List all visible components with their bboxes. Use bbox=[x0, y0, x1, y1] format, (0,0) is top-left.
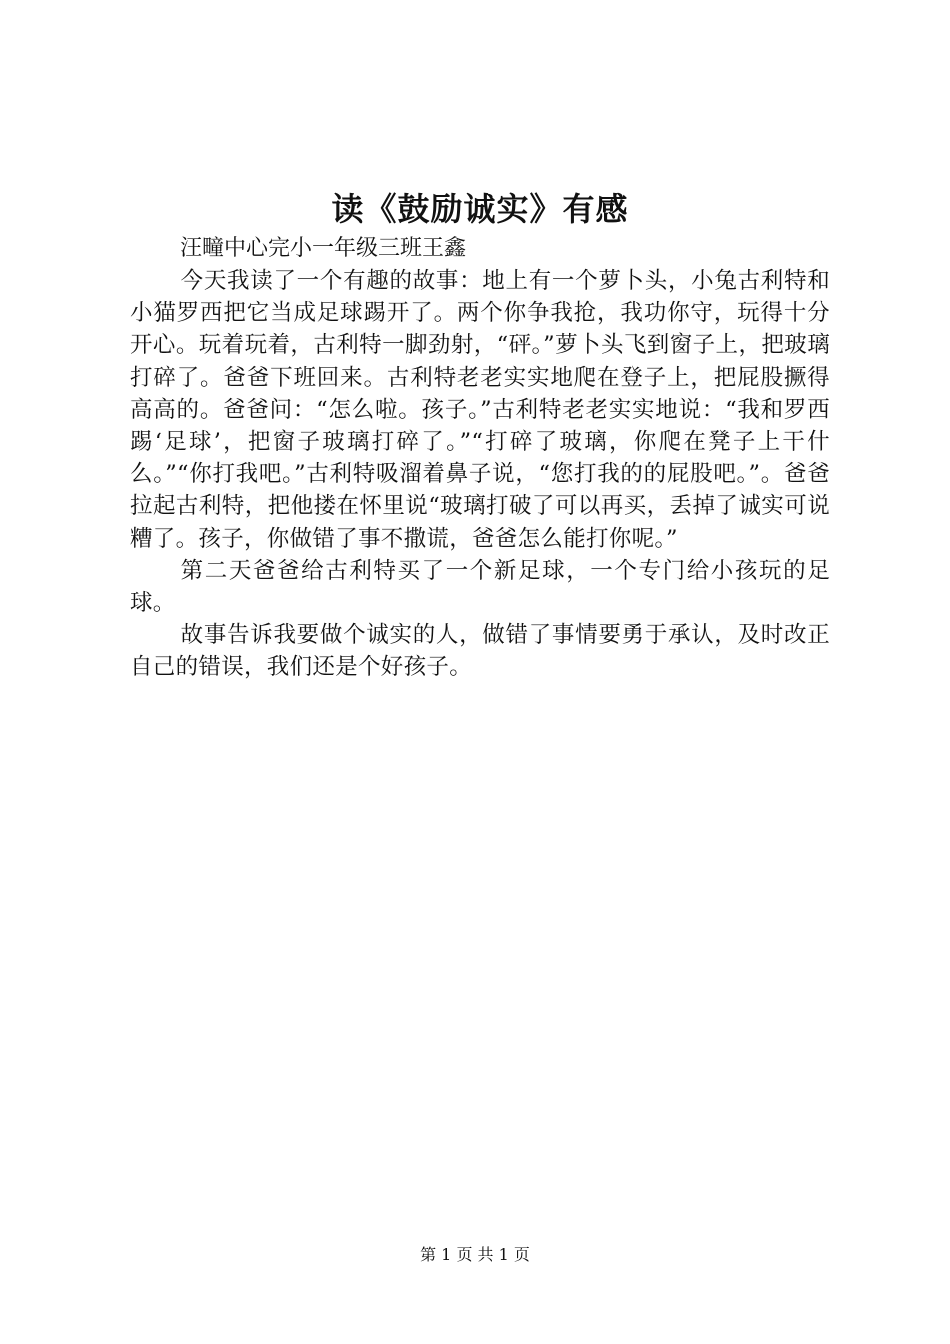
page-number-footer: 第 1 页 共 1 页 bbox=[420, 1245, 530, 1264]
document-body bbox=[130, 185, 830, 684]
author-line: 汪疃中心完小一年级三班王鑫 bbox=[180, 236, 467, 261]
document-title: 读《鼓励诚实》有感 bbox=[331, 190, 629, 228]
paragraph-new-ball: 第二天爸爸给古利特买了一个新足球，一个专门给小孩玩的足球。 bbox=[130, 557, 830, 617]
paragraph-moral: 故事告诉我要做个诚实的人，做错了事情要勇于承认，及时改正自己的错误，我们还是个好孩子。 bbox=[130, 622, 830, 681]
paragraph-story: 今天我读了一个有趣的故事：地上有一个萝卜头，小兔古利特和小猫罗西把它当成足球踢开了。两个你争我抢，我功你守，玩得十分开心。玩着玩着，古利特一脚劲射，“砰。”萝卜头飞到窗子上，把玻璃打碎了。爸爸下班回来。古利特老老实实地爬在登子上，把屁股撅得高高的。爸爸问：“怎么啦。孩子。”古利特老老实实地说：“我和罗西踢‘足球’，把窗子玻璃打碎了。”“打碎了玻璃，你爬在凳子上干什么。”“你打我吧。”古利特吸溜着鼻子说，“您打我的的屁股吧。”。爸爸拉起古利特，把他搂在怀里说“玻璃打破了可以再买，丢掉了诚实可说糟了。孩子，你做错了事不撒谎，爸爸怎么能打你呢。” bbox=[130, 268, 830, 552]
